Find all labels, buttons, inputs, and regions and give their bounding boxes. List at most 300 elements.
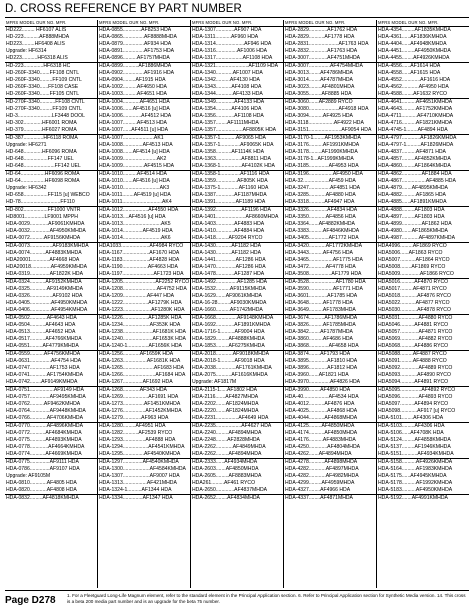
table-row: HDA-1441..............AF1286 HDA: [192, 257, 266, 263]
table-row: HDA-16-28.........AF9030KMHDA: [192, 300, 267, 306]
table-row: HDA-3178-1...AF1999KMHDA: [285, 156, 354, 162]
table-row: HD-223...........AF888MHDA: [6, 34, 70, 40]
table-column: [376, 20, 469, 588]
table-row: HDA-0810............AF4805 HDA: [6, 480, 77, 486]
table-row: HDA-4888.........AF1803 HDA: [378, 207, 445, 213]
table-row: HDA5068..........AF4886 RYCO: [377, 343, 469, 351]
table-row: HDA-1010..........AF4514 HDA: [99, 171, 167, 177]
table-row: HDA-1007..........AF4513 HDA: [99, 120, 167, 126]
table-row: HD-270F-3340...........FF108 CNTL: [6, 99, 85, 105]
table-row: HDA-0742........AF9149KMHDA: [5, 379, 97, 387]
table-row: HDA-1009........................AK2: [99, 156, 167, 162]
table-row: HDA-1403.............AF4883 HDA: [192, 221, 265, 227]
table-row: HDA-3383..........AF4846KMHDA: [285, 228, 360, 234]
table-row: HD222......... HF6107 ALIS: [6, 27, 67, 33]
table-row: HDA-2018-1..........AF9018 HDA: [192, 358, 265, 364]
table-row: HDA-1234...................AF353K HDA: [99, 322, 181, 328]
table-row: HDA-1197......................AF1723 HDA: [98, 271, 190, 279]
table-row: HD-260F-3340.........FF109 CNTL: [6, 77, 82, 83]
table-row: HDA-0757..............AF9495KMHDA: [6, 394, 86, 400]
table-row: HDA-4282............AF4982MHDA: [285, 473, 359, 479]
table-row: HDA-3247...............AF4851 HDA: [285, 185, 361, 191]
table-row: HD-260F-3340......FF108 CASE: [6, 84, 79, 90]
table-row: HDA-1357-1...........AF9065 HDA: [192, 135, 266, 141]
table-row: HDA-5164..........AF1983KMHDA: [378, 466, 453, 472]
table-row: HDA-1007......AF4511 [u] HDA: [98, 127, 190, 135]
table-row: HDA20018..............AF4959KMHDA: [6, 264, 87, 270]
table-row: HDA-1668...............AF9148KMHDA: [192, 315, 274, 321]
table-row: HDA-1300...................AF4584KMHDA: [99, 466, 186, 472]
table-row: HDA5098............AF917 [u] RYCO: [378, 408, 456, 414]
table-row: HDA5030............AF4878 RYCO: [377, 307, 469, 315]
table-row: HDA-0832.........AF4818KMHDA: [6, 495, 79, 501]
table-row: HDA-1853.........AF6275KMHDA: [191, 343, 283, 351]
table-row: HDA-1297..............AF4540KMHDA: [99, 459, 179, 465]
table-row: HD-658.................FF115 [u] WEBCO: [6, 192, 90, 198]
table-row: HDA-0502............AF4643 HDA: [6, 315, 77, 321]
table-row: HDA-0896..........AF1757MHDA: [98, 55, 190, 63]
table-row: HDA-1208........................AF4752 HDA: [99, 286, 187, 292]
table-row: HDA-4987............AF4897KMHDA: [377, 235, 469, 243]
table-row: HDA-1209.................AF447 HDA: [99, 293, 175, 299]
table-row: HDA-0405...............AF4950KMHDA: [6, 300, 88, 306]
table-row: HDA-1334..............AF1347 HDA: [99, 495, 173, 501]
table-row: HDA-1010.......AF4516 [u] HDA: [99, 178, 170, 184]
table-row: HDA-0766............AF4706KMHDA: [5, 415, 97, 423]
table-row: HDA-4556......AF1614 HDA: [378, 63, 441, 69]
page-title: D. CROSS REFERENCE BY PART NUMBER: [5, 3, 469, 18]
table-row: HDA-0891...............AF1753 HDA: [99, 48, 175, 54]
table-row: HDA-3055.........AF8885 HDA: [284, 91, 376, 99]
table-row: HDA-3896.............AF1812 HDA: [285, 365, 358, 371]
table-row: HDA-4354.........AF1835KMHDA: [378, 27, 451, 33]
table-row: HDA-0032..............AF4950KMHDA: [6, 228, 86, 234]
table-row: HDA-5158..........AF4926KMHDA: [378, 459, 453, 465]
table-row: HD8001..............LF9001 MPPH: [6, 214, 78, 220]
table-row: HDA5097..........AF4894 RYCO: [378, 401, 449, 407]
table-row: HDA-3601.............AF1785 HDA: [285, 293, 358, 299]
table-row: HDA-5101........AF4306 HDA: [377, 415, 469, 423]
table-row: HDA-2116.......AF4827MHDA: [192, 394, 259, 400]
table-row: Upgrade: HF6271: [6, 142, 47, 148]
table-row: HDA-0865...............AF8888MHDA: [99, 34, 177, 40]
table-row: HD-260F-3340.......FF105 CNTL: [5, 91, 97, 99]
table-row: HDA-0786..............AF9107 HDA: [6, 466, 80, 472]
table-row: HDA-1265......................AF1683 HDA: [99, 365, 184, 371]
table-row: HDA-0074...........AF4883KMHDA: [6, 250, 82, 256]
table-row: HDA-2038..............AF1761KMHDA: [192, 365, 272, 371]
table-row: HDA5006......AF1863 RYCO: [378, 250, 443, 256]
table-row: HDA-5151...........AF4934KMHDA: [377, 451, 469, 459]
table-row: HDA-0762..........AF9462KMHDA: [6, 401, 81, 407]
table-row: HDA-1007......................AK1: [99, 135, 164, 141]
column-header: MFRS MODEL OUR NO. MFR.: [191, 20, 283, 27]
table-row: HDA-4797-1..........AF1826MHDA: [378, 142, 454, 148]
table-row: HDA5018............AF4876 RYCO: [378, 293, 451, 299]
table-row: HDA5057.............AF4871 RYCO: [378, 329, 453, 335]
table-row: HDA-4711...........AF4710KMHDA: [378, 113, 454, 119]
table-row: HDA-1314....................AF946 HDA: [192, 41, 272, 47]
table-row: HDA-1470..............AF1286 HDA: [192, 264, 266, 270]
table-row: HDA-1368-1...............AF4102K HDA: [191, 163, 283, 171]
table-row: HDA5017.........AF4871 RYCO: [378, 286, 447, 292]
table-row: HDA-40..................AF4534 HDA: [285, 394, 359, 400]
column-entries: [191, 27, 283, 588]
table-row: HDA-0775..............AF9111 HDA: [6, 459, 79, 465]
table-row: HDA-0770............AF4896KMHDA: [6, 423, 84, 429]
table-row: HDA-0504...........AF4643 HDA: [6, 322, 76, 328]
table-row: HDA-4327........AF4966 HDA: [284, 487, 376, 495]
table-row: HDA-1349.............AF4133 HDA: [192, 99, 265, 105]
table-row: HDA-1316...............AF1006 HDA: [192, 48, 268, 54]
table-row: HDA-1354...........AF4106 HDA: [192, 106, 262, 112]
table-row: HDA5022...........AF4877 RYCO: [378, 300, 450, 306]
column-header: MFRS MODEL OUR NO. MFR.: [5, 20, 97, 27]
table-row: HDA-3465.................AF1775 HDA: [285, 257, 363, 263]
table-row: HDA-2605.........AF8883MHDA: [192, 473, 262, 479]
table-row: HDA-1357-1..............AF9065K HDA: [192, 142, 274, 148]
table-row: HD-302.............HF6001 ROMA: [6, 120, 77, 126]
table-row: HD223.........HF6408 ALIS: [6, 41, 65, 47]
column-header: MFRS MODEL OUR NO. MFR.: [284, 20, 376, 27]
table-row: Upgrade: HF6314: [6, 48, 47, 54]
table-row: HDA-1014..............AF4519 HDA: [99, 228, 173, 234]
table-row: HD-78............................FF110: [5, 199, 97, 207]
table-row: HDA-1266.......................AF1684 HDA: [99, 372, 186, 378]
table-row: HDA-1012..................AF4550 HDA: [99, 207, 179, 213]
column-header: MFRS MODEL OUR NO. MFR.: [377, 20, 469, 27]
table-row: HDA-1273...............AF1451KMHDA: [99, 401, 181, 407]
table-row: HD-64.................HF6096 ROMA: [6, 171, 80, 177]
table-row: HDA-0072..........AF9156KMHDA: [5, 235, 97, 243]
table-row: HDA-4562............AF4950 HDA: [378, 84, 449, 90]
table-row: HDA-3080.....................AF4918 HDA: [285, 106, 369, 112]
table-row: HDA-1238.....................AF1681K HDA: [99, 329, 186, 335]
table-row: HDA-1280.........AF4951 HDA: [99, 423, 166, 429]
table-row: HDA-4862..............AF1884 HDA: [378, 171, 452, 177]
table-row: HDA5016..........AF4870 RYCO: [378, 279, 449, 285]
table-row: HDA-0029.............AF9061KMHDA: [6, 221, 85, 227]
table-row: HDA-1363..................AF8811 HDA: [192, 156, 271, 162]
table-row: HDA-1009...............AF4515 HDA: [98, 163, 190, 171]
table-row: HDA-4885......AF1891KMHDA: [377, 199, 469, 207]
table-row: HD-3........................LF3448 DOOL: [6, 113, 85, 119]
table-row: HDA-3326.............AF4834 HDA: [285, 207, 358, 213]
table-row: HDA-0751.................AF9149 HDA: [6, 387, 84, 393]
table-row: HDA-1223....................AF1280K HDA: [98, 307, 190, 315]
table-row: HDA-1190..................AF4663 HDA: [99, 264, 178, 270]
table-column: [5, 20, 97, 588]
table-row: HDA-1010..........................AK3: [99, 185, 170, 191]
table-row: HDA5009..............AF1866 RYCO: [377, 271, 469, 279]
table-row: HDA-1282...........AF2539 RYCO: [99, 430, 173, 436]
table-row: HDA-5103.........AF4306 HDA: [378, 423, 445, 429]
table-row: HDA-1006.......AF4516 [u] HDA: [99, 106, 170, 112]
table-row: HDA-1317...................AF1108 HDA: [191, 55, 283, 63]
table-row: HDA-0778.............AF4664KMHDA: [6, 444, 85, 450]
table-row: HDA-3170-1........AF1953KMHDA: [285, 135, 361, 141]
table-row: HDA-3674...........AF1786MHDA: [285, 315, 358, 321]
table-row: HDA-1660..........AF1742MHDA: [191, 307, 283, 315]
table-row: HDA-0764..............AF9448KMHDA: [6, 408, 86, 414]
table-row: HDA-4025.............AF4868 HDA: [285, 408, 358, 414]
table-row: HDA-2075...........AF1616KMHDA: [192, 372, 268, 378]
table-row: HDA-3874........AF1793 HDA: [285, 351, 351, 357]
table-row: HDA-1293................AF4888 HDA: [99, 437, 176, 443]
table-row: HDA-3990........AF4850 HDA: [285, 387, 351, 393]
table-row: HDA-2603.......AF4850MHDA: [192, 466, 259, 472]
table-row: HDA-2832.............AF1763 HDA: [285, 48, 358, 54]
table-row: HDA-1357...................AF8805K HDA: [191, 127, 283, 135]
table-row: HDA-3405..............AF1772 HDA: [284, 235, 376, 243]
table-row: HDA-1268............AF343 HDA: [99, 387, 167, 393]
table-row: HDA-1013....AF4516 [u] HDA: [99, 214, 166, 220]
table-row: HDA-1716-1..........AF9004 HDA: [192, 329, 265, 335]
table-row: HDA-1011............................AK4: [98, 199, 190, 207]
table-row: HDA-4745-1........AF4894 HDA: [377, 127, 469, 135]
table-row: HDA-4558......AF1615 HDA: [378, 70, 441, 76]
table-row: HDA-3094..........AF4925 HDA: [285, 113, 353, 119]
table-row: HDA-1279.............AF963 HDA: [98, 415, 190, 423]
table-row: HDA5094..........AF4891 RYCO: [377, 379, 469, 387]
table-row: HDA-4278...........AF4898MHDA: [285, 459, 358, 465]
table-row: HDA-5183..........AF4950KMHDA: [377, 487, 469, 495]
table-row: Upgrade: AF9105M: [6, 473, 51, 479]
table-row: HDA-4404......AF4948KMHDA: [378, 41, 447, 47]
column-entries: [377, 27, 469, 588]
table-row: HDA-1276................AF1452KMHDA: [99, 408, 182, 414]
table-row: HDA-3007.............AF4751MHDA: [284, 55, 376, 63]
table-row: HDA-1013...........................AK5: [99, 221, 171, 227]
table-row: HDA-3118..................AF4922 HDA: [285, 120, 364, 126]
table-row: HDA-4451.........AF4950KMHDA: [378, 48, 451, 54]
table-row: HDA-4299.........AF4959MHDA: [285, 480, 355, 486]
table-row: HDA261.........AF461 RYCO: [192, 480, 256, 486]
table-row: HDA-0855.............AF8253 HDA: [99, 27, 172, 33]
table-row: HDA-4643..........AF1752KMHDA: [378, 106, 453, 112]
table-row: HDA-0551.........AF4779KMHDA: [5, 343, 97, 351]
table-row: HDA-1532..........AF9115KMHDA: [192, 286, 266, 292]
table-row: HD-379.............HF6027 ROMA: [5, 127, 97, 135]
table-row: HDA-2831.....................AF1763 HDA: [285, 41, 369, 47]
table-row: HDA-1002..........AF4650 HDA: [99, 84, 167, 90]
column-entries: [284, 27, 376, 588]
table-row: HDA5008........AF1869 RYCO: [378, 264, 446, 270]
table-row: HDA20001.............AF4668 HDA: [6, 257, 80, 263]
table-row: HDA-1430...........AF1182 HDA: [192, 243, 261, 249]
table-row: HDA-0319..............AF1822K HDA: [5, 271, 97, 279]
table-row: HDA-1003..........AF4651 HDA: [98, 91, 190, 99]
table-row: HDA-1205.......................AF2252 RYCO: [99, 279, 190, 285]
table-row: HDA-1391..............AF1189 HDA: [191, 199, 283, 207]
table-row: HDA-4455........AF4926KMHDA: [377, 55, 469, 63]
table-row: HDA-4282............AF4897MHDA: [285, 466, 359, 472]
table-row: HDA-4262.......AF4894MHDA: [284, 451, 376, 459]
table-row: HDA-1008.......AF4514 [u] HDA: [99, 149, 170, 155]
table-row: HDA-0631...............AF4754 HDA: [6, 358, 82, 364]
table-row: HDA-2333......AF4934MHDA: [192, 459, 258, 465]
table-row: HDA-3176..........AF1991KMHDA: [285, 142, 360, 148]
table-row: HDA-0073................AF9183KMHDA: [6, 243, 89, 249]
table-row: HDA5031.............AF4880 RYCO: [378, 315, 453, 321]
table-row: HDA-0774...........AF4669KMHDA: [5, 451, 97, 459]
table-row: HDA-1011........AF4519 [u] HDA: [99, 192, 171, 198]
table-row: HDA-3151.......................AF9054 HDA: [284, 127, 376, 135]
table-row: HDA-1401.....................AF8660MHDA: [192, 214, 279, 220]
table-row: HDA-3842........AF1787MHDA: [285, 329, 353, 335]
table-row: HDA5095...............AF4892 RYCO: [378, 387, 456, 393]
table-row: HDA-1004............AF4651 HDA: [99, 99, 170, 105]
table-row: HDA-1324-1..........AF1344 HDA: [98, 487, 190, 495]
table-row: HDA-1295...............AF4540KMHDA: [98, 451, 190, 459]
table-row: HDA5046..........AF4881 RYCO: [378, 322, 449, 328]
table-row: HDA-4980.......AF1865KMHDA: [378, 228, 448, 234]
table-row: HD223...........HF6318 ALIS: [5, 55, 97, 63]
table-row: HDA-4867.................AF4885 HDA: [378, 178, 456, 184]
table-row: HDA-3590.................AF1771 HDA: [285, 286, 363, 292]
table-column: [283, 20, 376, 588]
table-row: HDA-3285............AF4880 HDA: [285, 192, 356, 198]
table-row: HDA-0747..............AF1753 HDA: [6, 365, 80, 371]
table-row: HDA-2652........AF4834MHDA: [192, 495, 260, 501]
table-row: HDA-1392..................AF1196 HDA: [192, 207, 271, 213]
table-row: HDA-0517...........AF4766KMHDA: [6, 336, 82, 342]
column-header: MFRS MODEL OUR NO. MFR.: [98, 20, 190, 27]
table-row: Upgrade: HF6342: [6, 185, 47, 191]
table-row: HDA-0820............AF4808 HDA: [5, 487, 97, 495]
table-row: HDA-1340............AF1007 HDA: [192, 70, 263, 76]
table-row: HDA-4361......AF1836KMHDA: [378, 34, 447, 40]
table-row: HDA-3970...............AF4826 HDA: [284, 379, 376, 387]
table-row: HDA5093............AF4890 RYCO: [378, 372, 451, 378]
table-row: HDA-1263.................AF1681K HDA: [99, 358, 181, 364]
table-row: HDA-0899...........AF1886MHDA: [99, 63, 172, 69]
table-row: HDA-5106......AF4708K HDA: [378, 430, 444, 436]
table-row: HDA-4174...........AF4850MHDA: [285, 430, 358, 436]
table-row: HDA-3649..........AF1783MHDA: [284, 307, 376, 315]
table-row: HDA-4044...........AF4868MHDA: [284, 415, 376, 423]
table-row: HDA-3420............AF1772KMHDA: [285, 243, 363, 249]
table-row: HDA-1359...............AF805K HDA: [192, 178, 268, 184]
table-row: HDA-3350............AF4856 HDA: [285, 214, 356, 220]
table-row: HDA-0326................AF9102 HDA: [6, 293, 83, 299]
table-row: HDA-4588........AF1632 RYCO: [377, 91, 469, 99]
table-row: HDA-5175......AF4945KMHDA: [378, 473, 447, 479]
table-row: HDA-5178..........AF1992KMHDA: [378, 480, 453, 486]
table-row: HDA5069.............AF4882 RYCO: [378, 336, 453, 342]
table-row: HDA-1343...........AF4108 HDA: [192, 84, 262, 90]
table-row: HDA-1387.............AF1187MHDA: [192, 192, 267, 198]
table-row: HDA-1267..............AF1692 HDA: [98, 379, 190, 387]
table-row: HDA-4879.......AF4895KMHDA: [378, 185, 448, 191]
table-row: HDA-2240.........AF4894MHDA: [192, 430, 262, 436]
table-row: HDA-1307.............AF907 HDA: [192, 27, 262, 33]
table-row: HDA-3528...................AF1780 HDA: [285, 279, 366, 285]
cross-reference-table: [5, 20, 469, 588]
table-row: HDA-1410.............AF4884 HDA: [192, 228, 265, 234]
table-row: HDA-2829...........AF1778 HDA: [285, 34, 355, 40]
table-row: HDA-3826..........AF1785MHDA: [285, 322, 356, 328]
table-row: HDA-1294..................AF4541KMHDA: [99, 444, 185, 450]
table-row: HDA-5137.........AF1946KMHDA: [378, 444, 451, 450]
table-row: HDA-1014...........................AK6: [98, 235, 190, 243]
table-row: HD-223..............HF6318 HC: [6, 63, 71, 69]
table-row: HDA-3060.......AF2889 RYCO: [285, 99, 353, 105]
table-row: HDA-1006.............AF4512 HDA: [99, 113, 172, 119]
table-row: HDA-3023.........AF4801MHDA: [285, 84, 355, 90]
table-row: HDA5092.............AF4889 RYCO: [378, 365, 453, 371]
table-row: HDA-2248........AF2828MHDA: [192, 437, 260, 443]
table-row: HDA-3014........AF4787MHDA: [285, 77, 353, 83]
table-row: HDA-1344............AF4133 HDA: [191, 91, 283, 99]
table-row: HDA-2829.............AF1762 HDA: [285, 27, 358, 33]
table-row: HD-270F-3340.........FF109 CNTL: [6, 106, 82, 112]
table-row: HDA5088.........AF4887 RYCO: [378, 351, 447, 357]
table-row: HDA-2650.............AF4837MHDA: [191, 487, 283, 495]
table-row: HD-648......................FF142 UEL: [5, 163, 97, 171]
table-row: HDA-4860.........AF1864KMHDA: [377, 163, 469, 171]
table-row: HDA-4552.............AF1616 HDA: [378, 77, 451, 83]
table-row: HDA-3364.......AF4882KMHDA: [285, 221, 355, 227]
table-row: HDA5096.............AF4893 RYCO: [378, 394, 453, 400]
table-row: HDA-3472............AF4778 HDA: [285, 264, 356, 270]
table-row: HDA-3895.............AF1810 HDA: [285, 358, 358, 364]
table-row: HDA-0559..........AF4756KMHDA: [6, 351, 81, 357]
table-row: HDA-1311...........AF960 HDA: [192, 34, 259, 40]
table-row: HDA-0406...............AF4954KMHDA: [5, 307, 97, 315]
table-row: HDA-3508................AF1779 HDA: [284, 271, 376, 279]
table-row: HDA-3868..............AF4658 HDA: [284, 343, 376, 351]
table-row: HDA-5192.......AF4991KMHDA: [378, 495, 448, 501]
table-row: HDA-4337........AF4871MHDA: [285, 495, 353, 501]
table-row: HDA-1492...............AF1285 HDA: [192, 279, 268, 285]
table-row: Upgrade: AF1817M: [191, 379, 283, 387]
table-row: HD-648.................FF147 UEL: [6, 156, 74, 162]
table-row: HDA-4882..........AF1865 HDA: [378, 192, 446, 198]
table-row: HDA-3648..........AF1778 HDA: [285, 300, 353, 306]
table-row: HDA-1183...................AF4828 HDA: [99, 257, 180, 263]
table-row: HDA-3318...........AF4947 HDA: [284, 199, 376, 207]
table-row: HDA-0904.........AF1915 HDA: [99, 77, 166, 83]
table-row: HDA-1478.............AF1287 HDA: [191, 271, 283, 279]
table-row: HDA-2231................AF4649 HDA: [191, 415, 283, 423]
table-row: HDA-32..................AF459 HDA: [285, 178, 356, 184]
page-footer: [5, 590, 469, 611]
table-row: HDA-0513...........AF4652 HDA: [6, 329, 76, 335]
table-row: HDA-1269..................AF1691 HDA: [99, 394, 179, 400]
table-row: HDA-3860..........AF4686 HDA: [285, 336, 353, 342]
table-row: HDA-1358...........AF1114K HDA: [192, 149, 265, 155]
table-row: HDA-1240.....................AF1653K HDA: [99, 336, 186, 342]
table-row: HDA-3178.........AF1990KMHDA: [285, 149, 358, 155]
table-row: HDA-2220.......AF1824MHDA: [192, 408, 259, 414]
table-row: HDA-1356.............AF1108 HDA: [192, 113, 264, 119]
table-row: HDA-2018............AF9018KMHDA: [192, 351, 270, 357]
table-row: HDA-1226..................AF1285K HDA: [99, 315, 182, 321]
table-row: HDA-1342..........AF4130 HDA: [192, 77, 260, 83]
table-row: HDA-5124.........AF4858KMHDA: [378, 437, 451, 443]
table-column: [190, 20, 283, 588]
table-row: HDA-0775...........AF4893KMHDA: [6, 437, 82, 443]
table-row: HDA-0741............AF1754KMHDA: [6, 372, 84, 378]
table-row: HDA-0325............AF9149KMHDA: [6, 286, 84, 292]
table-row: HD-648.............HF6096 ROMA: [6, 149, 77, 155]
table-row: HDA-3013........AF4786MHDA: [285, 70, 353, 76]
table-row: HDA-4125.........AF4850MHDA: [285, 423, 355, 429]
table-row: HDA-1358-1..............AF1116 HDA: [192, 171, 270, 177]
table-row: HDA-1430...........AF1182 HDA: [192, 250, 261, 256]
table-row: HDA-1692.............AF1891KMHDA: [192, 322, 271, 328]
